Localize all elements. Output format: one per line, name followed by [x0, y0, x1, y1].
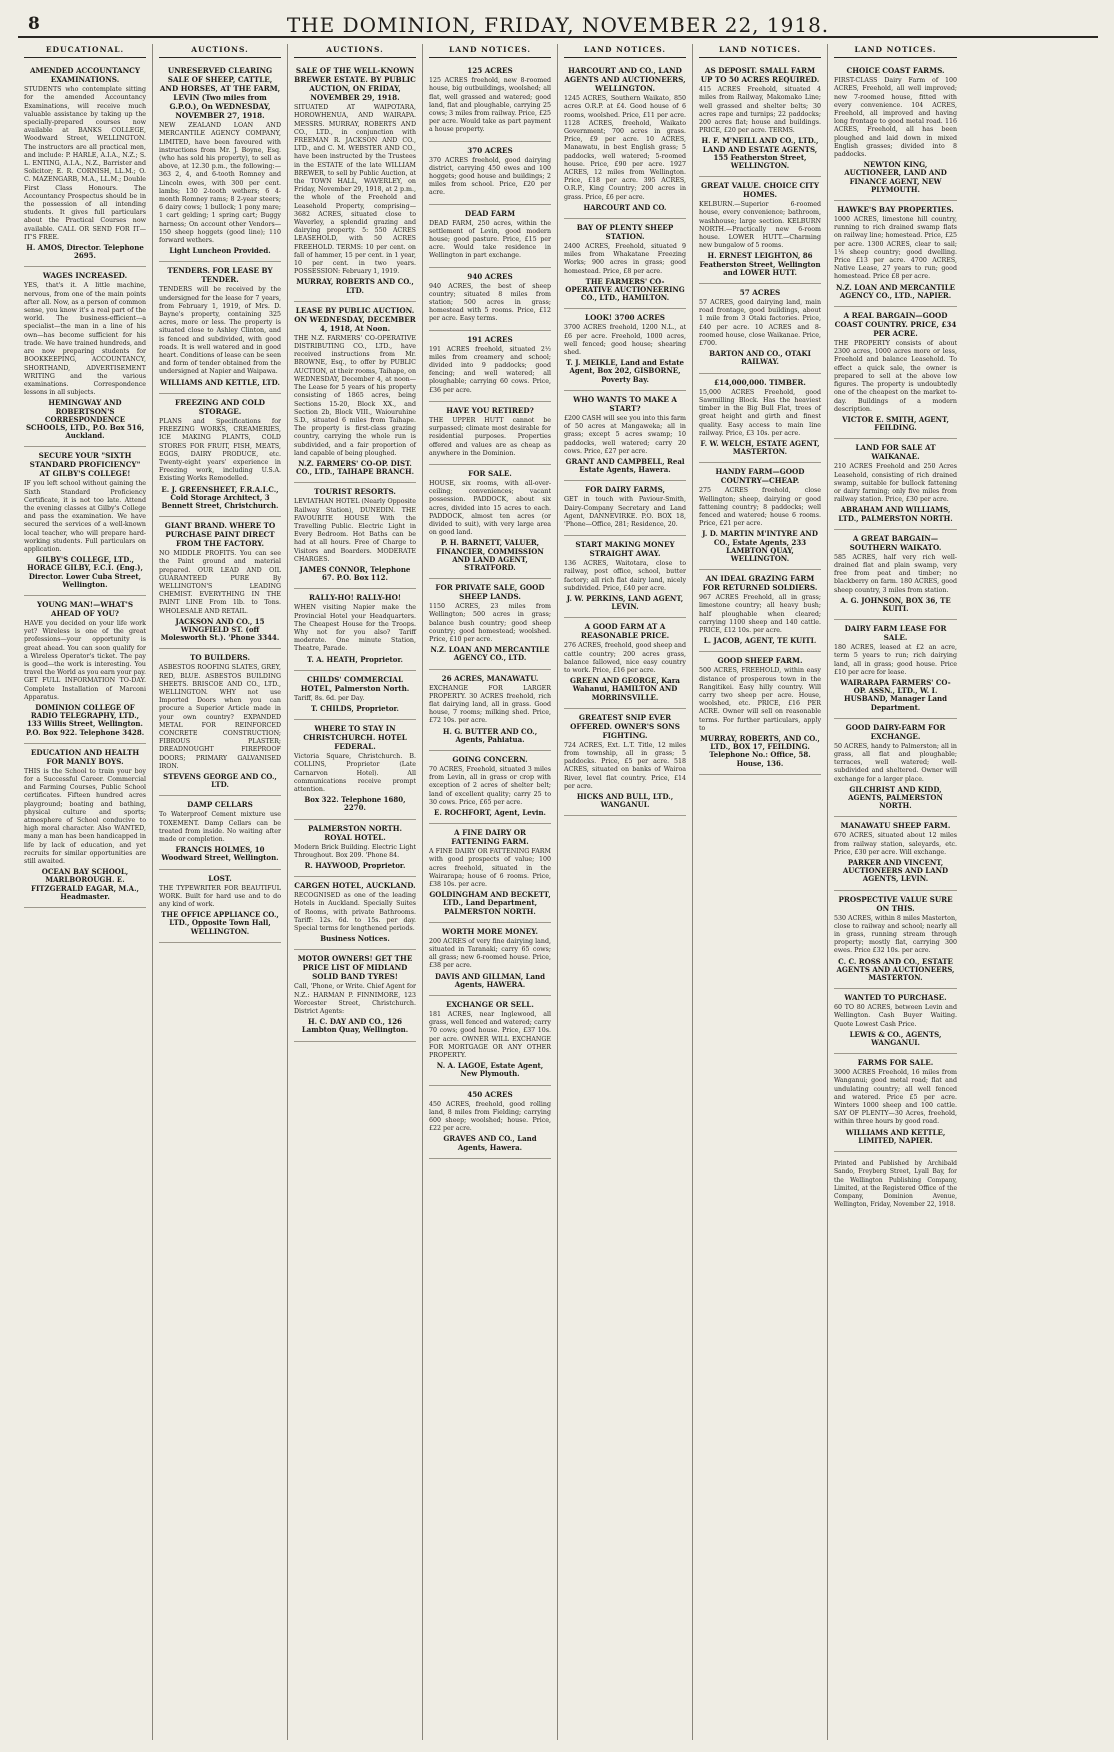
ad-signature: P. H. BARNETT, VALUER, FINANCIER, COMMISSION AND LAND AGENT, STRATFORD.	[436, 538, 544, 572]
advertisement	[159, 649, 281, 796]
advertisement	[24, 62, 146, 267]
ad-heading: TOURIST RESORTS.	[314, 487, 396, 497]
ad-heading: CARGEN HOTEL, AUCKLAND.	[294, 881, 416, 891]
ad-body-text: IF you left school without gaining the Sixth Standard Proficiency Certificate, it is not too late. Attend the evening classes at Gilby's College and pass the examination. We have secured the services of a well-known local teacher, who will prepare hard-working students. Full particulars on application.	[24, 480, 146, 553]
ad-body-text: RECOGNISED as one of the leading Hotels in Auckland. Specially Suites of Rooms, with private Bathrooms. Tariff: 12s. 6d. to 15s. per day. Special terms for lengthened periods.	[294, 892, 416, 933]
ad-heading: FARMS FOR SALE.	[857, 1058, 934, 1068]
column-heading: LAND NOTICES.	[564, 44, 686, 58]
ad-body-text: 15,000 ACRES Freehold, good Sawmilling Block. Has the heaviest timber in the Big Bull Flat, trees of great height and girth and finest quality. Easy access to main line railway. Price, £3 10s. per acre.	[699, 388, 821, 437]
ad-heading: WHO WANTS TO MAKE A START?	[573, 394, 677, 413]
ad-body-text: THE UPPER HUTT cannot be surpassed; climate most desirable for residential purposes. Properties offered and values are as cheap as anywhere in the Dominion.	[429, 416, 551, 457]
ad-signature: JACKSON AND CO., 15 WINGFIELD ST. (off Molesworth St.). 'Phone 3344.	[160, 616, 280, 643]
ad-body-text: To Waterproof Cement mixture use TOXEMENT. Damp Cellars can be treated from inside. No waiting after made or completion.	[159, 811, 281, 844]
ad-heading: A GOOD FARM AT A REASONABLE PRICE.	[580, 622, 670, 641]
ad-heading: BAY OF PLENTY SHEEP STATION.	[576, 223, 674, 242]
advertisement	[699, 570, 821, 652]
ad-body-text: NO MIDDLE PROFITS. You can see the Paint ground and material prepared. OUR LEAD AND OIL GUARANTEED PURE By WELLINGTON'S LEADING CHEMIST. EVERYTHING IN THE PAINT LINE From 1lb. to Tons. WHOLESALE AND RETAIL.	[159, 550, 281, 615]
ad-body-text: 70 ACRES, Freehold, situated 3 miles from Levin, all in grass or crop with exception of 2 acres of shelter belt; land of excellent quality; carry 25 to 30 cows. Price, £65 per acre.	[429, 765, 551, 806]
ad-signature: T. J. MEIKLE, Land and Estate Agent, Box 202, GISBORNE, Poverty Bay.	[566, 358, 684, 384]
ad-signature: NEWTON KING, AUCTIONEER, LAND AND FINANCE AGENT, NEW PLYMOUTH.	[844, 160, 947, 194]
ad-heading: FOR SALE.	[468, 468, 512, 478]
advertisement	[429, 62, 551, 141]
advertisement	[429, 923, 551, 996]
ad-signature: LEWIS & CO., AGENTS, WANGANUI.	[849, 1029, 942, 1048]
ad-heading: LAND FOR SALE AT WAIKANAE.	[855, 443, 936, 462]
ad-heading: CHOICE COAST FARMS.	[846, 66, 945, 76]
ad-signature: BARTON AND CO., OTAKI RAILWAY.	[709, 349, 811, 367]
ad-heading: GIANT BRAND. WHERE TO PURCHASE PAINT DIRECT FROM THE FACTORY.	[164, 521, 276, 549]
ad-body-text: 136 ACRES, Waitotara, close to railway, post office, school, butter factory; all rich flat dairy land, nicely subdivided. Price, £40 per acre.	[564, 560, 686, 592]
ad-signature: GOLDINGHAM AND BECKETT, LTD., Land Department, PALMERSTON NORTH.	[429, 890, 551, 916]
ad-signature: H. C. DAY AND CO., 126 Lambton Quay, Wellington.	[301, 1017, 409, 1035]
ad-body-text: DEAD FARM, 250 acres, within the settlement of Levin, good modern house; good pasture. Price, £15 per acre. Would take residence in Wellington in part exchange.	[429, 219, 551, 260]
advertisement	[834, 620, 957, 719]
advertisement	[429, 205, 551, 268]
newspaper-title: THE DOMINION, FRIDAY, NOVEMBER 22, 1918.	[286, 13, 830, 37]
ad-body-text: 724 ACRES, Ext. L.T. Title, 12 miles from township, all in grass; 5 paddocks. Price, £5 per acre. 518 ACRES, situated on banks of Wairoa River, level flat country. Price, £14 per acre.	[564, 741, 686, 790]
advertisement	[564, 62, 686, 219]
ad-heading: HAWKE'S BAY PROPERTIES.	[837, 205, 954, 215]
ad-heading: AS DEPOSIT. SMALL FARM UP TO 50 ACRES REQUIRED.	[700, 66, 820, 85]
ad-body-text: 210 ACRES Freehold and 250 Acres Leasehold, consisting of rich drained swamp, suitable for bullock fattening or dairy farming; only five miles from railway station. Price, £30 per acre.	[834, 463, 957, 504]
advertisement	[699, 374, 821, 464]
ad-heading: HARCOURT AND CO., LAND AGENTS AND AUCTIONEERS, WELLINGTON.	[564, 66, 686, 94]
column-heading: EDUCATIONAL.	[24, 44, 146, 58]
ad-signature: N.Z. LOAN AND MERCANTILE AGENCY CO., LTD.	[430, 645, 550, 663]
ad-body-text: 180 ACRES, leased at £2 an acre, term 5 years to run; rich dairying land, all in grass; good house. Price £10 per acre for lease.	[834, 644, 957, 676]
ad-signature: L. JACOB, AGENT, TE KUITI.	[703, 636, 817, 646]
ad-signature: GILBY'S COLLEGE, LTD., HORACE GILBY, F.C.I. (Eng.), Director. Lower Cuba Street, Wellington.	[27, 555, 143, 589]
ad-body-text: 60 TO 80 ACRES, between Levin and Wellington. Cash Buyer Waiting. Quote Lowest Cash Price.	[834, 1004, 957, 1028]
ad-heading: LOST.	[208, 873, 232, 883]
advertisement	[294, 62, 416, 302]
ad-body-text: SITUATED AT WAIPOTARA, HOROWHENUA, AND WAIRAPA. MESSRS. MURRAY, ROBERTS AND CO., LTD., in conjunction with FREEMAN R. JACKSON AND CO., LTD., and C. M. WEBSTER AND CO., have been instructed by the Trustees in the ESTATE of the late WILLIAM BREWER, to sell by Public Auction, at the TOWN HALL, WAVERLEY, on Friday, November 29, 1918, at 2 p.m., the whole of the Freehold and Leasehold Property, comprising— 3682 ACRES, situated close to Waverley, a splendid grazing and dairying property. 5: 550 ACRES LEASEHOLD, with 50 ACRES FREEHOLD. TERMS: 10 per cent. on fall of hammer, 15 per cent. in 1 year, 10 per cent. in two years. POSSESSION: February 1, 1919.	[294, 104, 416, 276]
advertisement	[24, 596, 146, 744]
ad-body-text: PLANS and Specifications for FREEZING WORKS, CREAMERIES, ICE MAKING PLANTS, COLD STORES FOR FRUIT, FISH, MEATS, EGGS, DAIRY PRODUCE, etc. Twenty-eight years' experience in Freezing work, including U.S.A. Existing Works Remodelled.	[159, 417, 281, 483]
advertisement	[429, 402, 551, 465]
ad-body-text: 1245 ACRES, Southern Waikato, 850 acres O.R.P. at £4. Good house of 6 rooms, woolshed. Price, £11 per acre. 1128 ACRES, freehold, Waikato Government; 700 acres in grass. Price, £9 per acre. 10 ACRES, Manawatu, in best English grass; 5 paddocks, well watered; 5-roomed house. Price, £90 per acre. 1927 ACRES, 12 miles from Wellington. Price, £18 per acre. 395 ACRES, O.R.P., King Country; 200 acres in grass. Price, £6 per acre.	[564, 95, 686, 201]
advertisement	[834, 891, 957, 990]
advertisement	[24, 447, 146, 596]
ad-heading: 125 ACRES	[467, 66, 513, 76]
ad-body-text: 1000 ACRES, limestone hill country, running to rich drained swamp flats on railway line; homestead. Price, £25 per acre. 1300 ACRES, clear to sail; 1⅛ sheep country; good dwelling. Price £13 per acre. 4700 ACRES, Native Lease, 27 years to run; good homestead. Price £8 per acre.	[834, 216, 957, 281]
ad-signature: T. CHILDS, Proprietor.	[310, 703, 399, 713]
ad-body-text: Call, 'Phone, or Write. Chief Agent for N.Z.: HARMAN P. FINNIMORE, 123 Worcester Street, Christchurch. District Agents:	[294, 983, 416, 1016]
advertisement	[834, 62, 957, 201]
advertisement	[834, 439, 957, 529]
ad-heading: TO BUILDERS.	[190, 653, 250, 663]
advertisement	[159, 262, 281, 393]
ad-signature: C. C. ROSS AND CO., ESTATE AGENTS AND AUCTIONEERS, MASTERTON.	[836, 956, 955, 983]
ad-heading: A GREAT BARGAIN—SOUTHERN WAIKATO.	[849, 533, 942, 552]
ad-heading: GOING CONCERN.	[452, 754, 528, 764]
ad-signature: E. ROCHFORT, Agent, Levin.	[434, 808, 546, 817]
ad-body-text: 670 ACRES, situated about 12 miles from railway station, saleyards, etc. Price, £30 per acre. Will exchange.	[834, 832, 957, 856]
advertisement	[294, 671, 416, 720]
ad-signature: THE FARMERS' CO-OPERATIVE AUCTIONEERING CO., LTD., HAMILTON.	[565, 276, 685, 303]
advertisement	[564, 709, 686, 817]
ad-heading: GREATEST SNIP EVER OFFERED. OWNER'S SONS FIGHTING.	[570, 712, 680, 740]
column-heading: AUCTIONS.	[294, 44, 416, 58]
ad-signature: MURRAY, ROBERTS, AND CO., LTD., BOX 17, FEILDING. Telephone No.: Office, 58. House, 136.	[700, 733, 820, 768]
ad-signature: H. F. M'NEILL AND CO., LTD., LAND AND ESTATE AGENTS, 155 Featherston Street, WELLINGTON.	[701, 136, 819, 171]
advertisement	[699, 177, 821, 284]
advertisement	[294, 483, 416, 589]
ad-heading: DAMP CELLARS	[187, 800, 253, 810]
advertisement	[564, 536, 686, 618]
ad-signature: GRAVES AND CO., Land Agents, Hawera.	[443, 1134, 537, 1152]
ad-heading: £14,000,000. TIMBER.	[714, 377, 806, 387]
advertisement	[834, 201, 957, 307]
ad-heading: DEAD FARM	[464, 208, 516, 218]
ad-body-text: 967 ACRES Freehold, all in grass; limestone country; all heavy bush; half ploughable when cleared; carrying 1100 sheep and 140 cattle. PRICE, £12 10s. per acre.	[699, 594, 821, 634]
ad-body-text: 200 ACRES of very fine dairying land, situated in Taranaki; carry 65 cows; all grass; new 6-roomed house. Price, £38 per acre.	[429, 937, 551, 970]
ad-signature: DOMINION COLLEGE OF RADIO TELEGRAPHY, LTD., 133 Willis Street, Wellington. P.O. Box 922. Telephone 3428.	[25, 703, 145, 737]
ad-body-text: £200 CASH will see you into this farm of 50 acres at Mangaweka; all in grass; except 5 acres swamp; 10 paddocks, well watered; carry 20 cows. Price, £27 per acre.	[564, 414, 687, 455]
advertisement	[429, 579, 551, 669]
advertisement	[429, 824, 551, 923]
ad-heading: HAVE YOU RETIRED?	[446, 405, 534, 415]
ad-signature: Box 322. Telephone 1680, 2270.	[304, 795, 406, 813]
ad-body-text: TENDERS will be received by the undersigned for the lease for 7 years, from February 1, 1919, of Mrs. D. Bayne's property, containing 325 acres, more or less. The property is situated close to Ashley Clinton, and is fenced and subdivided, with good roads. It is well watered and in good heart. Conditions of lease can be seen and form of tender obtained from the undersigned at Napier and Waipawa.	[159, 286, 281, 376]
ad-body-text: THE TYPEWRITER FOR BEAUTIFUL WORK. Built for hard use and to do any kind of work.	[159, 884, 281, 909]
advertisement	[429, 331, 551, 402]
advertisement	[429, 1086, 551, 1159]
column-2	[153, 44, 288, 1740]
ad-body-text: A FINE DAIRY OR FATTENING FARM with good prospects of value; 100 acres freehold, situated in the Wairarapa; house of 6 rooms. Price, £38 10s. per acre.	[429, 848, 551, 889]
advertisement	[699, 62, 821, 177]
advertisement	[159, 796, 281, 869]
ad-heading: GOOD DAIRY-FARM FOR EXCHANGE.	[845, 722, 946, 741]
ad-heading: START MAKING MONEY STRAIGHT AWAY.	[575, 540, 675, 559]
ad-heading: EDUCATION AND HEALTH FOR MANLY BOYS.	[30, 747, 140, 766]
ad-signature: HARCOURT AND CO.	[583, 202, 667, 212]
ad-heading: SALE OF THE WELL-KNOWN BREWER ESTATE. BY PUBLIC AUCTION, ON FRIDAY, NOVEMBER 29, 1918.	[294, 66, 416, 103]
ad-body-text: NEW ZEALAND LOAN AND MERCANTILE AGENCY COMPANY, LIMITED, have been favoured with instructions from Mr. J. Boyne, Esq. (who has sold his property), to sell as above, at 12.30 p.m., the following:— 363 2, 4, and 6-tooth Romney and Lincoln ewes, with 300 per cent. lambs; 130 2-tooth wethers; 6 4-month Romney rams; 8 2-year steers; 6 dairy cows; 1 bullock; 1 pony mare; 1 cart gelding; 1 spring cart; Buggy harness; On account other Vendors—150 sheep hoggets (good line); 110 forward wethers.	[159, 122, 281, 245]
ad-body-text: 370 ACRES freehold, good dairying district, carrying 450 ewes and 100 hoggets; good house and buildings; 2 miles from school. Price, £20 per acre.	[429, 156, 551, 197]
ad-body-text: 415 ACRES Freehold, situated 4 miles from Railway, Makomako Line; well grassed and shelter belts; 30 acres rape and turnips; 22 paddocks; 200 acres flat; house and buildings. PRICE, £20 per acre. TERMS.	[699, 86, 821, 135]
advertisement	[564, 391, 686, 481]
advertisement	[699, 652, 821, 774]
advertisement	[834, 719, 957, 818]
ad-heading: PROSPECTIVE VALUE SURE ON THIS.	[838, 894, 953, 913]
ad-body-text: 125 ACRES freehold, new 8-roomed house, big outbuildings, woolshed; all flat, well grassed and watered; good land, flat and ploughable, carrying 25 cows; 3 miles from railway. Price, £25 per acre. Would take as part payment a house property.	[429, 77, 551, 134]
advertisement	[159, 870, 281, 943]
ad-signature: T. A. HEATH, Proprietor.	[307, 654, 403, 664]
ad-heading: WAGES INCREASED.	[42, 271, 128, 281]
ad-signature: A. G. JOHNSON, BOX 36, TE KUITI.	[840, 595, 951, 613]
advertisement	[834, 817, 957, 890]
ad-signature: N. A. LAGOE, Estate Agent, New Plymouth.	[436, 1061, 544, 1079]
ad-signature: HEMINGWAY AND ROBERTSON'S CORRESPONDENCE SCHOOLS, LTD., P.O. Box 516, Auckland.	[25, 398, 145, 441]
advertisement	[24, 744, 146, 908]
masthead	[18, 8, 1098, 38]
advertisement	[24, 267, 146, 447]
ad-body-text: 500 ACRES, FREEHOLD, within easy distance of prosperous town in the Rangitikei. Easy hilly country. Will carry two sheep per acre. House, woolshed, etc. PRICE, £16 PER ACRE. Owner will sell on reasonable terms. For further particulars, apply to	[699, 667, 821, 732]
ad-signature: H. G. BUTTER AND CO., Agents, Pahiatua.	[442, 726, 538, 744]
ad-body-text: 1150 ACRES, 23 miles from Wellington; 500 acres in grass; balance bush country; good sheep country; good homestead; woolshed. Price, £10 per acre.	[429, 603, 551, 643]
ad-heading: SECURE YOUR "SIXTH STANDARD PROFICIENCY" AT GILBY'S COLLEGE!	[29, 451, 141, 479]
ad-heading: GREAT VALUE. CHOICE CITY HOMES.	[700, 181, 820, 200]
ad-body-text: Modern Brick Building. Electric Light Throughout. Box 209. 'Phone 84.	[294, 843, 416, 859]
ad-body-text: 585 ACRES, half very rich well-drained flat and plain swamp, very free from peat and timber; no blackberry on farm. 180 ACRES, good sheep country, 3 miles from station.	[834, 553, 957, 594]
ad-body-text: Victoria Square, Christchurch. B. COLLINS, Proprietor (Late Carnarvon Hotel). All communications receive prompt attention.	[294, 753, 416, 793]
ad-body-text: STUDENTS who contemplate sitting for the amended Accountancy Examinations, will receive much valuable assistance by taking up the specially-prepared courses now available at BANKS COLLEGE, Woodward Street, WELLINGTON. The instructors are all practical men, and include: P. HARLE, A.I.A., N.Z.; S. L. ENTING, A.I.A., N.Z., Barrister and Solicitor; E. R. CORNISH, LL.M.; O. C. MAZENGARB, M.A., LL.M.; Double First Class Honours. The Accountancy Prospectus should be in the possession of all intending students. It gives full particulars about the Practical Courses now available. CALL OR SEND FOR IT—IT'S FREE.	[24, 86, 146, 241]
newspaper-columns	[18, 44, 1098, 1740]
ad-signature: Business Notices.	[320, 934, 390, 944]
advertisement	[159, 62, 281, 262]
ad-heading: WHERE TO STAY IN CHRISTCHURCH. HOTEL FEDERAL.	[303, 724, 407, 752]
ad-body-text: LEVIATHAN HOTEL (Nearly Opposite Railway Station), DUNEDIN. THE FAVOURITE HOUSE With the Travelling Public. Electric Light in Every Bedroom. Hot Baths can be had at all hours. Free of Charge to Visitors and Boarders. MODERATE CHARGES.	[294, 498, 416, 563]
ad-body-text: 940 ACRES, the best of sheep country; situated 8 miles from station; 500 acres in grass; homestead with 5 rooms. Price, £12 per acre. Easy terms.	[429, 282, 551, 323]
ad-body-text: 191 ACRES freehold, situated 2½ miles from creamery and school; divided into 9 paddocks; good fencing; and well watered; all ploughable; carrying 60 cows. Price, £36 per acre.	[429, 345, 551, 394]
ad-body-text: WHEN visiting Napier make the Provincial Hotel your Headquarters. The Cheapest House for the Troops. Why not for you also? Tariff moderate. One minute Station, Theatre, Parade.	[294, 604, 416, 653]
ad-body-text: 530 ACRES, within 8 miles Masterton, close to railway and school; nearly all in grass, running stream through property; mostly flat, carrying 300 ewes. Price £32 10s. per acre.	[834, 914, 957, 955]
page-number: 8	[28, 14, 40, 34]
ad-signature: MURRAY, ROBERTS AND CO., LTD.	[296, 277, 414, 295]
ad-signature: STEVENS GEORGE AND CO., LTD.	[163, 772, 277, 790]
column-5	[558, 44, 693, 1740]
ad-heading: 450 ACRES	[467, 1089, 513, 1099]
advertisement	[159, 517, 281, 649]
ad-body-text: YES, that's it. A little machine, nervous, from one of the main points after all. Now, as a person of common sense, you know it's a real part of the world. The business-efficient—a specialist—the man in a line of his own—has become sufficient for his trade. We have trained hundreds, and are now preparing students for BOOKKEEPING, ACCOUNTANCY, SHORTHAND, ADVERTISEMENT WRITING and the various examinations. Correspondence lessons in all subjects.	[24, 282, 146, 397]
ad-signature: FRANCIS HOLMES, 10 Woodward Street, Wellington.	[161, 845, 279, 863]
advertisement	[834, 530, 957, 620]
ad-heading: WANTED TO PURCHASE.	[844, 993, 947, 1003]
ad-body-text: 2400 ACRES, Freehold, situated 9 miles from Whakatane Freezing Works; 900 acres in grass; good homestead. Price, £8 per acre.	[564, 243, 686, 275]
column-heading: AUCTIONS.	[159, 44, 281, 58]
ad-signature: VICTOR E. SMITH, AGENT, FEILDING.	[842, 414, 949, 433]
advertisement	[159, 394, 281, 517]
ad-heading: FREEZING AND COLD STORAGE.	[174, 397, 265, 416]
ad-signature: N.Z. FARMERS' CO-OP. DIST. CO., LTD., TAIHAPE BRANCH.	[295, 458, 415, 477]
ad-signature: J. W. PERKINS, LAND AGENT, LEVIN.	[566, 593, 684, 612]
advertisement	[429, 996, 551, 1086]
advertisement	[564, 618, 686, 708]
ad-heading: A REAL BARGAIN—GOOD COAST COUNTRY. PRICE, £34 PER ACRE.	[834, 311, 957, 339]
ad-heading: LEASE BY PUBLIC AUCTION. ON WEDNESDAY, DECEMBER 4, 1918, At Noon.	[294, 305, 416, 333]
ad-signature: GILCHRIST AND KIDD, AGENTS, PALMERSTON NORTH.	[848, 784, 943, 811]
advertisement	[834, 307, 957, 439]
ad-body-text: THIS is the School to train your boy for a Successful Career. Commercial and Farming Courses, Public School certificates. Fifteen hundred acres playground; boating and bathing, physical culture and sports; atmosphere of School conducive to high moral character. Also WANTED, many a man has been handicapped in life by lack of education, and yet recruits for similar opportunities are still awaited.	[24, 767, 146, 866]
ad-signature: N.Z. LOAN AND MERCANTILE AGENCY CO., LTD., NAPIER.	[836, 282, 955, 300]
ad-body-text: ASBESTOS ROOFING SLATES, GREY, RED, BLUE. ASBESTOS BUILDING SHEETS. BRISCOE AND CO., LTD., WELLINGTON. WHY not use Imported Doors when you can procure a Superior Article made in your own country? EXPANDED METAL FOR REINFORCED CONCRETE CONSTRUCTION; FIBROUS PLASTER; DREADNOUGHT FIREPROOF DOORS; PRIMARY GALVANISED IRON.	[159, 664, 281, 770]
ad-signature: GRANT AND CAMPBELL, Real Estate Agents, Hawera.	[565, 456, 685, 475]
ad-body-text: 57 ACRES, good dairying land, main road frontage, good buildings, about 1 mile from 3 Otaki factories. Price, £40 per acre. 10 ACRES and 8-roomed house, close Waikanae. Price, £700.	[699, 299, 821, 348]
ad-heading: YOUNG MAN!—WHAT'S AHEAD OF YOU?	[36, 599, 134, 618]
advertisement	[429, 751, 551, 824]
advertisement	[429, 670, 551, 751]
advertisement	[294, 950, 416, 1041]
advertisement	[834, 1054, 957, 1152]
ad-heading: FOR PRIVATE SALE, GOOD SHEEP LANDS.	[435, 583, 545, 602]
advertisement	[429, 268, 551, 331]
ad-heading: FOR DAIRY FARMS,	[584, 485, 666, 495]
advertisement	[294, 302, 416, 483]
ad-signature: R. HAYWOOD, Proprietor.	[304, 861, 406, 871]
ad-body-text: Tariff, 8s. 6d. per Day.	[294, 694, 365, 702]
ad-body-text: 276 ACRES, freehold, good sheep and cattle country; 200 acres grass, balance fallowed, nice easy country to work. Price, £16 per acre.	[564, 642, 686, 674]
advertisement	[294, 589, 416, 670]
advertisement	[699, 463, 821, 570]
ad-heading: EXCHANGE OR SELL.	[446, 1000, 534, 1010]
ad-heading: MANAWATU SHEEP FARM.	[840, 821, 951, 831]
ad-heading: UNRESERVED CLEARING SALE OF SHEEP, CATTLE, AND HORSES, AT THE FARM, LEVIN (Two miles from G.P.O.), On WEDNESDAY, NOVEMBER 27, 1918.	[159, 66, 281, 121]
ad-heading: 26 ACRES, MANAWATU.	[441, 673, 539, 683]
ad-signature: JAMES CONNOR, Telephone 67. P.O. Box 112.	[299, 564, 411, 583]
ad-body-text: 3000 ACRES Freehold, 16 miles from Wanganui; good metal road; flat and undulating country; all well fenced and watered. Price £5 per acre. Winters 1000 sheep and 100 cattle. SAY OF PLENTY—30 Acres, freehold, within three hours by good road.	[834, 1069, 957, 1126]
column-4	[423, 44, 558, 1740]
advertisement	[294, 877, 416, 950]
ad-heading: RALLY-HO! RALLY-HO!	[308, 593, 402, 603]
ad-signature: H. ERNEST LEIGHTON, 86 Featherston Street, Wellington and LOWER HUTT.	[699, 251, 821, 277]
column-7	[828, 44, 963, 1740]
ad-body-text: FIRST-CLASS Dairy Farm of 100 ACRES, Freehold, all well improved; new 7-roomed house, fitted with every convenience. 104 ACRES, Freehold, all improved and having long frontage to good metal road. 116 ACRES, Freehold, all has been ploughed and laid down in mixed English grasses; divided into 8 paddocks.	[834, 77, 957, 159]
advertisement	[834, 989, 957, 1054]
ad-signature: GREEN AND GEORGE, Kara Wahanui, HAMILTON AND MORRINSVILLE.	[570, 676, 680, 702]
ad-body-text: HAVE you decided on your life work yet? Wireless is one of the great professions—your opportunity is great ahead. You can soon qualify for a Wireless Operator's ticket. The pay is good—the work is interesting. You travel the World as you earn your pay. GET FULL INFORMATION TO-DAY. Complete Installation of Marconi Apparatus.	[24, 619, 146, 701]
ad-signature: Light Luncheon Provided.	[169, 246, 271, 256]
column-6	[693, 44, 828, 1740]
ad-heading: PALMERSTON NORTH. ROYAL HOTEL.	[307, 823, 403, 842]
ad-heading: DAIRY FARM LEASE FOR SALE.	[844, 624, 947, 643]
ad-signature: E. J. GREENSHEET, F.R.A.I.C., Cold Storage Architect, 3 Bennett Street, Christchurch.	[161, 484, 279, 510]
advertisement	[564, 481, 686, 536]
ad-heading: TENDERS. FOR LEASE BY TENDER.	[167, 266, 273, 285]
advertisement	[429, 142, 551, 205]
ad-body-text: THE PROPERTY consists of about 2300 acres, 1000 acres more or less, Freehold and balance Leasehold. To effect a quick sale, the owner is prepared to sell at the above low figures. The property is undoubtedly one of the cheapest on the market to-day. Buildings of a modern description.	[834, 340, 957, 413]
ad-body-text: 3700 ACRES freehold, 1200 N.L., at £6 per acre. Freehold, 1000 acres, well fenced; good house; shearing shed.	[564, 324, 686, 357]
column-1	[18, 44, 153, 1740]
column-heading: LAND NOTICES.	[834, 44, 957, 58]
ad-body-text: 450 ACRES, freehold, good rolling land, 8 miles from Fielding; carrying 600 sheep; woolshed; house. Price, £22 per acre.	[429, 1100, 551, 1133]
column-heading: LAND NOTICES.	[429, 44, 551, 58]
ad-heading: 370 ACRES	[467, 145, 513, 155]
ad-signature: ABRAHAM AND WILLIAMS, LTD., PALMERSTON NORTH.	[838, 505, 953, 523]
ad-body-text: THE N.Z. FARMERS' CO-OPERATIVE DISTRIBUTING CO., LTD., have received instructions from Mr. BROWNE, Esq., to offer by PUBLIC AUCTION, at their rooms, Taihape, on WEDNESDAY, December 4, at noon— The Lease for 5 years of his property consisting of 1865 acres, being Sections 15-20, Block XX., and Section 2b, Block VIII., Waiouruhine S.D., situated 6 miles from Taihape. The property is first-class grazing country, carrying the whole run is subdivided, and a fair proportion of land capable of being ploughed.	[294, 334, 416, 457]
advertisement	[429, 465, 551, 579]
column-3	[288, 44, 423, 1740]
ad-heading: AN IDEAL GRAZING FARM FOR RETURNED SOLDIERS.	[702, 574, 818, 593]
ad-heading: HANDY FARM—GOOD COUNTRY—CHEAP.	[715, 467, 805, 486]
advertisement	[294, 720, 416, 819]
ad-signature: PARKER AND VINCENT, AUCTIONEERS AND LAND AGENTS, LEVIN.	[842, 858, 949, 884]
ad-heading: GOOD SHEEP FARM.	[717, 656, 803, 666]
printer-imprint: Printed and Published by Archibald Sando, Freyberg Street, Lyall Bay, for the Wellington Publishing Company, Limited, at the Registered Office of the Company, Dominion Avenue, Wellington, Friday, November 22, 1918.	[834, 1160, 957, 1209]
ad-heading: AMENDED ACCOUNTANCY EXAMINATIONS.	[29, 66, 141, 85]
ad-signature: WILLIAMS AND KETTLE, LIMITED, NAPIER.	[845, 1127, 946, 1145]
ad-body-text: 275 ACRES freehold, close Wellington; sheep, dairying or good fattening country; 8 paddocks; well fenced and watered; house 6 rooms. Price, £21 per acre.	[699, 487, 821, 528]
column-heading: LAND NOTICES.	[699, 44, 821, 58]
ad-signature: HICKS AND BULL, LTD., WANGANUI.	[576, 791, 674, 810]
advertisement	[564, 219, 686, 309]
ad-body-text: GET in touch with Paviour-Smith, Dairy-Company Secretary and Land Agent, DANNEVIRKE. P.O. BOX 18, 'Phone—Office, 281; Residence, 20.	[564, 496, 686, 528]
ad-heading: LOOK! 3700 ACRES	[585, 313, 665, 323]
ad-signature: WAIRARAPA FARMERS' CO-OP. ASSN., LTD., W. I. HUSBAND, Manager Land Department.	[840, 677, 951, 712]
ad-heading: 940 ACRES	[467, 271, 513, 281]
ad-body-text: EXCHANGE FOR LARGER PROPERTY. 30 ACRES freehold, rich flat dairying land, all in grass. Good house, 7 rooms; milking shed. Price, £72 10s. per acre.	[429, 684, 551, 725]
advertisement	[564, 309, 686, 390]
ad-heading: WORTH MORE MONEY.	[442, 926, 538, 936]
ad-signature: J. D. MARTIN M'INTYRE AND CO., Estate Agents, 233 LAMBTON QUAY, WELLINGTON.	[702, 529, 818, 563]
ad-heading: 57 ACRES	[739, 288, 781, 298]
ad-body-text: 181 ACRES, near Inglewood, all grass, well fenced and watered; carry 70 cows; good house. Price, £37 10s. per acre. OWNER WILL EXCHANGE FOR MORTGAGE OR ANY OTHER PROPERTY.	[429, 1011, 551, 1060]
advertisement	[699, 284, 821, 374]
ad-heading: 191 ACRES	[467, 334, 513, 344]
ad-signature: WILLIAMS AND KETTLE, LTD.	[160, 377, 280, 387]
ad-body-text: 50 ACRES, handy to Palmerston; all in grass, all flat and ploughable; terraces, well watered; well-subdivided and sheltered. Owner will exchange for a larger place.	[834, 742, 957, 783]
ad-body-text: HOUSE, six rooms, with all-over-ceiling; conveniences; vacant possession. PADDOCK, about six acres, divided into 15 acres to each. PADDOCK, almost ten acres (or divided to suit), with very large area on good land.	[429, 479, 551, 537]
ad-signature: F. W. WELCH, ESTATE AGENT, MASTERTON.	[700, 438, 820, 457]
ad-heading: CHILDS' COMMERCIAL HOTEL, Palmerston North.	[300, 674, 410, 693]
ad-signature: DAVIS AND GILLMAN, Land Agents, HAWERA.	[434, 971, 546, 989]
advertisement	[294, 820, 416, 878]
ad-heading: A FINE DAIRY OR FATTENING FARM.	[451, 828, 529, 847]
ad-signature: H. AMOS, Director. Telephone 2695.	[26, 243, 144, 261]
ad-body-text: KELBURN.—Superior 6-roomed house, every convenience; bathroom, washhouse; large section. KELBURN NORTH.—Practically new 6-room house. LOWER HUTT.—Charming new bungalow of 5 rooms.	[699, 201, 821, 250]
ad-signature: THE OFFICE APPLIANCE CO., LTD., Opposite Town Hall, WELLINGTON.	[161, 910, 279, 936]
ad-signature: OCEAN BAY SCHOOL, MARLBOROUGH. E. FITZGERALD EAGAR, M.A., Headmaster.	[31, 867, 139, 901]
ad-heading: MOTOR OWNERS! GET THE PRICE LIST OF MIDLAND SOLID BAND TYRES!	[297, 954, 413, 982]
